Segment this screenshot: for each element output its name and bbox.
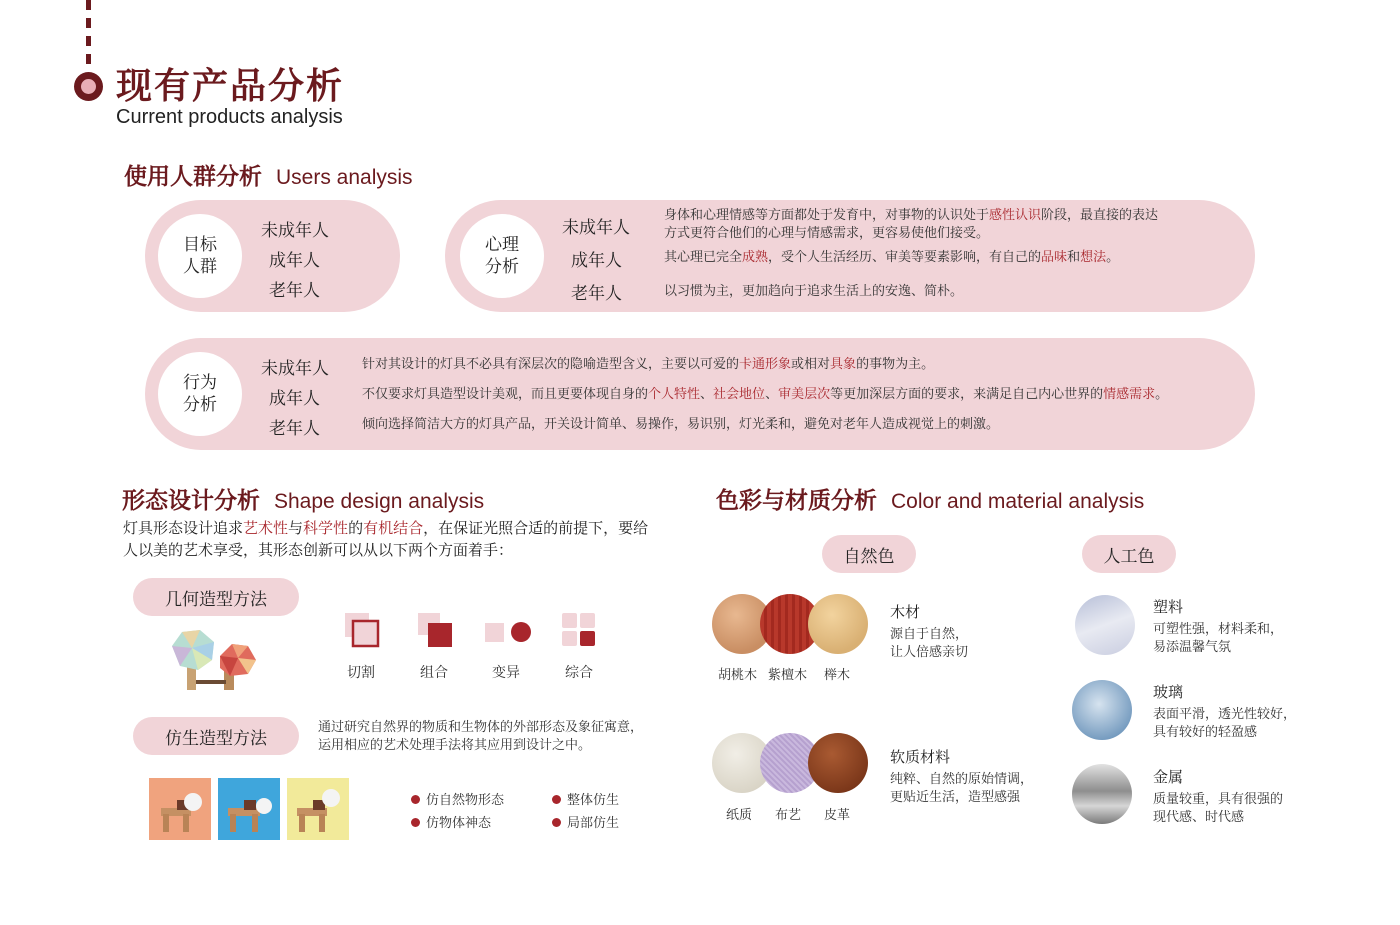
metal-title: 金属 [1153, 768, 1184, 786]
beech-swatch [808, 594, 868, 654]
leather-label: 皮革 [824, 808, 851, 823]
psych-analysis-badge: 心理 分析 [460, 214, 544, 298]
psych-group-adult: 成年人 [571, 251, 622, 271]
artificial-color-tag: 人工色 [1082, 535, 1176, 573]
wood-desc: 源自于自然， 让人倍感亲切 [890, 627, 969, 660]
geometric-method-tag: 几何造型方法 [133, 578, 299, 616]
soft-material-title: 软质材料 [890, 748, 951, 766]
soft-material-desc: 纯粹、自然的原始情调， 更贴近生活，造型感强 [890, 772, 1034, 805]
cut-method-icon [344, 612, 380, 648]
timeline-dash [86, 0, 91, 10]
fabric-label: 布艺 [775, 808, 802, 823]
target-group-adult: 成年人 [269, 251, 320, 271]
behavior-group-elder: 老年人 [269, 419, 320, 439]
cut-method-label: 切割 [347, 665, 375, 681]
walnut-label: 胡桃木 [718, 668, 758, 683]
behavior-desc-elder: 倾向选择简洁大方的灯具产品，开关设计简单、易操作，易识别，灯光柔和，避免对老年人造成视觉上的刺激。 [362, 417, 1000, 432]
psych-desc-elder: 以习惯为主，更加趋向于追求生活上的安逸、简朴。 [664, 284, 964, 299]
glass-title: 玻璃 [1153, 683, 1184, 701]
target-group-minor: 未成年人 [261, 221, 329, 241]
metal-desc: 质量较重，具有很强的 现代感、时代感 [1153, 792, 1284, 825]
natural-color-tag: 自然色 [822, 535, 916, 573]
bionic-point-whole: 整体仿生 [552, 789, 619, 808]
psych-desc-adult: 其心理已完全成熟，受个人生活经历、审美等要素影响，有自己的品味和想法。 [664, 250, 1120, 265]
bionic-lamp-photo-yellow [287, 778, 349, 840]
timeline-dash [86, 36, 91, 46]
bionic-point-partial: 局部仿生 [552, 812, 619, 831]
glass-swatch [1072, 680, 1132, 740]
timeline-dash [86, 18, 91, 28]
psych-group-minor: 未成年人 [562, 218, 630, 238]
page-subtitle: Current products analysis [116, 106, 343, 128]
timeline-dash [86, 54, 91, 64]
plastic-title: 塑料 [1153, 598, 1184, 616]
target-group-elder: 老年人 [269, 281, 320, 301]
leather-swatch [808, 733, 868, 793]
timeline-node-inner [81, 79, 96, 94]
rosewood-label: 紫檀木 [768, 668, 808, 683]
plastic-desc: 可塑性强，材料柔和， 易添温馨气氛 [1153, 622, 1284, 655]
behavior-analysis-badge: 行为 分析 [158, 352, 242, 436]
bionic-method-tag: 仿生造型方法 [133, 717, 299, 755]
behavior-group-minor: 未成年人 [261, 359, 329, 379]
behavior-group-adult: 成年人 [269, 389, 320, 409]
behavior-desc-adult: 不仅要求灯具造型设计美观，而且更要体现自身的个人特性、社会地位、审美层次等更加深层方面的要求，来满足自己内心世界的情感需求。 [362, 387, 1169, 402]
bionic-lamp-photo-orange [149, 778, 211, 840]
shape-intro: 灯具形态设计追求艺术性与科学性的有机结合，在保证光照合适的前提下，要给 人以美的艺术享受，其形态创新可以从以下两个方面着手： [123, 519, 649, 559]
psych-group-elder: 老年人 [571, 284, 622, 304]
glass-desc: 表面平滑，透光性较好， 具有较好的轻盈感 [1153, 707, 1297, 740]
target-group-badge: 目标 人群 [158, 214, 242, 298]
paper-label: 纸质 [726, 808, 753, 823]
behavior-desc-minor: 针对其设计的灯具不必具有深层次的隐喻造型含义，主要以可爱的卡通形象或相对具象的事物为主。 [362, 357, 935, 372]
wood-title: 木材 [890, 603, 921, 621]
comprehensive-method-label: 综合 [565, 665, 593, 681]
combine-method-icon [417, 612, 453, 648]
bionic-lamp-photo-blue [218, 778, 280, 840]
shape-section-title: 形态设计分析 Shape design analysis [122, 488, 485, 514]
bionic-point-natural-form: 仿自然物形态 [411, 789, 504, 808]
bionic-point-spirit: 仿物体神态 [411, 812, 491, 831]
combine-method-label: 组合 [420, 665, 448, 681]
bionic-method-desc: 通过研究自然界的物质和生物体的外部形态及象征寓意， 运用相应的艺术处理手法将其应用到设计之中。 [318, 720, 644, 753]
comprehensive-method-icon [561, 612, 597, 648]
plastic-swatch [1075, 595, 1135, 655]
geometric-lamp-image [168, 628, 260, 690]
psych-desc-minor: 身体和心理情感等方面都处于发育中，对事物的认识处于感性认识阶段，最直接的表达 方式更符合他们的心理与情感需求，更容易使他们接受。 [664, 208, 1159, 241]
page-title: 现有产品分析 [116, 66, 345, 107]
variation-method-label: 变异 [492, 665, 520, 681]
metal-swatch [1072, 764, 1132, 824]
beech-label: 榉木 [824, 668, 851, 683]
users-section-title: 使用人群分析 Users analysis [124, 164, 413, 190]
variation-method-icon [484, 620, 532, 644]
color-section-title: 色彩与材质分析 Color and material analysis [716, 488, 1145, 514]
